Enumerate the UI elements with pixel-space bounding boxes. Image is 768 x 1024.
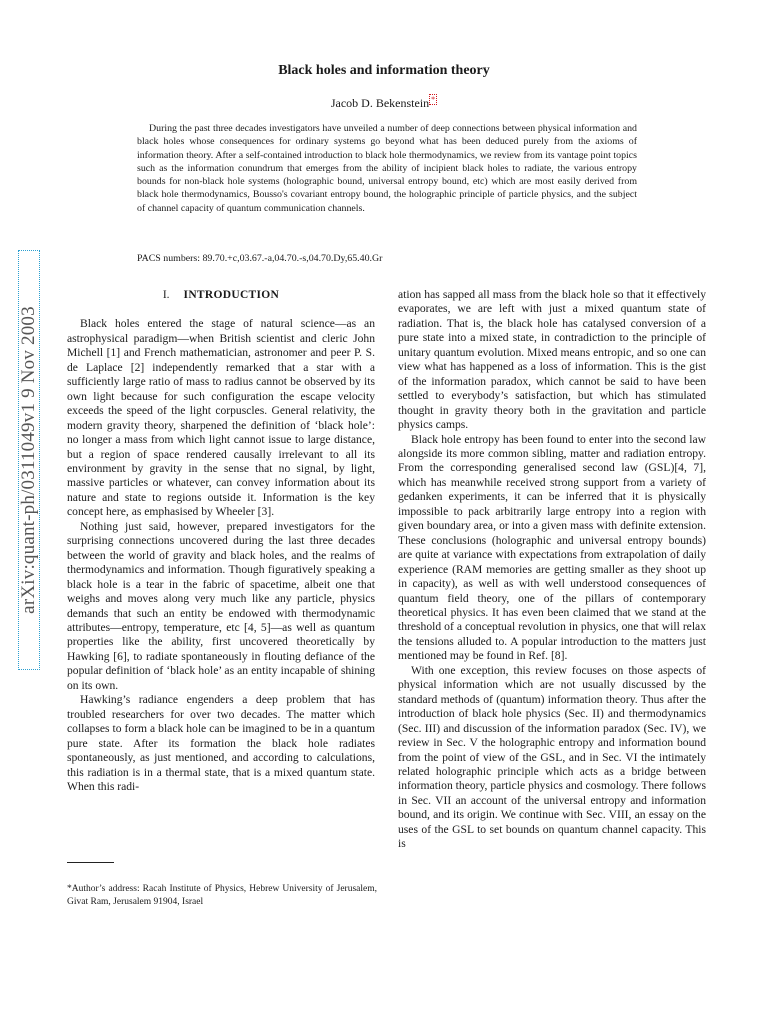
section-title: INTRODUCTION xyxy=(183,289,280,301)
pacs-numbers: PACS numbers: 89.70.+c,03.67.-a,04.70.-s,04.70.Dy,65.40.Gr xyxy=(137,253,383,264)
paper-title: Black holes and information theory xyxy=(278,63,490,78)
paragraph: Nothing just said, however, prepared investigators for the surprising connections uncovered during the last three decades between the world of gravity and black holes, and the realms of thermodynamics and information. Though figuratively speaking a black hole is a tear in the fabric of spacetime, albeit one that weighs and moves along very much like any particle, physics demands that such an entity be endowed with thermodynamic attributes—entropy, temperature, etc [4, 5]—as well as quantum properties like the ability, first uncovered theoretically by Hawking [6], to radiate spontaneously in flouting defiance of the popular definition of ‘black hole’ as an entity incapable of shining on its own. xyxy=(67,519,375,692)
paragraph: Black hole entropy has been found to enter into the second law alongside its more common sibling, matter and radiation entropy. From the corresponding generalised second law (GSL)[4, 7], which has meanwhile received strong support from a variety of gedanken experiments, it can be inferred that it is physically impossible to pack arbitrarily large entropy into a region with given boundary area, or into a given mass with definite extension. These conclusions (holographic and universal entropy bounds) are quite at variance with expectations from extrapolation of daily experience (RAM memories are getting smaller as they shoot up in capacity), as well as with well understood consequences of quantum field theory, one of the pillars of contemporary theoretical physics. It has even been claimed that we stand at the threshold of a conceptual revolution in physics, one that will relax the tensions alluded to. A popular introduction to the matters just mentioned may be found in Ref. [8]. xyxy=(398,432,706,663)
author-footnote-link[interactable]: * xyxy=(431,95,436,104)
arxiv-identifier-stamp[interactable] xyxy=(18,250,40,670)
arxiv-identifier-text: arXiv:quant-ph/0311049v1 9 Nov 2003 xyxy=(18,306,39,614)
author-line xyxy=(0,95,768,111)
section-heading xyxy=(67,288,375,302)
author-name: Jacob D. Bekenstein xyxy=(330,96,430,110)
author-address-footnote: *Author’s address: Racah Institute of Physics, Hebrew University of Jerusalem, Givat Ram, Jerusalem 91904, Israel xyxy=(67,884,377,907)
paragraph: With one exception, this review focuses on those aspects of physical information which are not usually discussed by the standard methods of (quantum) information theory. Thus after the introduction of black hole physics (Sec. II) and thermodynamics (Sec. III) and discussion of the information paradox (Sec. IV), we review in Sec. V the holographic entropy and information bound from the point of view of the GSL, and in Sec. VI the intimately related holographic principle which acts as a bridge between information theory, particle physics and cosmology. There follows in Sec. VII an account of the universal entropy and information bound, and its origin. We continue with Sec. VIII, an essay on the uses of the GSL to set bounds on quantum channel capacity. This is xyxy=(398,663,706,851)
paragraph: ation has sapped all mass from the black hole so that it effectively evaporates, we are left with just a mixed quantum state of radiation. That is, the black hole has catalysed conversion of a pure state into a mixed state, in contradiction to the principle of unitary quantum evolution. Mixed means entropic, and so one can view what has happened as a loss of information. This is the gist of the information paradox, which cannot be said to have been settled to everybody’s satisfaction, but which has stimulated thought in gravity theory both in the gravitation and particle physics camps. xyxy=(398,288,706,432)
left-column xyxy=(67,288,375,794)
paragraph: Hawking’s radiance engenders a deep problem that has troubled researchers for over two decades. The matter which collapses to form a black hole can be imagined to be in a quantum pure state. After its formation the black hole radiates spontaneously, as just mentioned, and according to calculations, this radiation is in a thermal state, that is a mixed quantum state. When this radi- xyxy=(67,693,375,793)
abstract: During the past three decades investigators have unveiled a number of deep connections between physical information and black holes whose consequences for ordinary systems go beyond what has been deduced purely from the axioms of information theory. After a self-contained introduction to black hole thermodynamics, we review from its vantage point topics such as the information conundrum that emerges from the ability of incipient black holes to radiate, the various entropy bounds for non-black hole systems (holographic bound, universal entropy bound, etc) which are most easily derived from black hole thermodynamics, Bousso's covariant entropy bound, the holographic principle of particle physics, and the subject of channel capacity of quantum communication channels. xyxy=(137,123,637,214)
section-number: I. xyxy=(162,289,170,301)
right-column xyxy=(398,288,706,852)
footnote-divider xyxy=(67,862,114,863)
paragraph: Black holes entered the stage of natural science—as an astrophysical paradigm—when British scientist and cleric John Michell [1] and French mathematician, astronomer and peer P. S. de Laplace [2] independently remarked that a star with a sufficiently large ratio of mass to radius cannot be observed by its own light because for such configuration the escape velocity exceeds the speed of the light corpuscles. General relativity, the modern gravity theory, sharpened the definition of ‘black hole’: no longer a mass from which light cannot issue to large distance, but a region of space rendered causally irrelevant to all its environment by gravity in the sense that no signal, by light, massive particles or whatever, can convey information about its nature and state to regions outside it. Information is the key concept here, as emphasised by Wheeler [3]. xyxy=(67,317,375,519)
